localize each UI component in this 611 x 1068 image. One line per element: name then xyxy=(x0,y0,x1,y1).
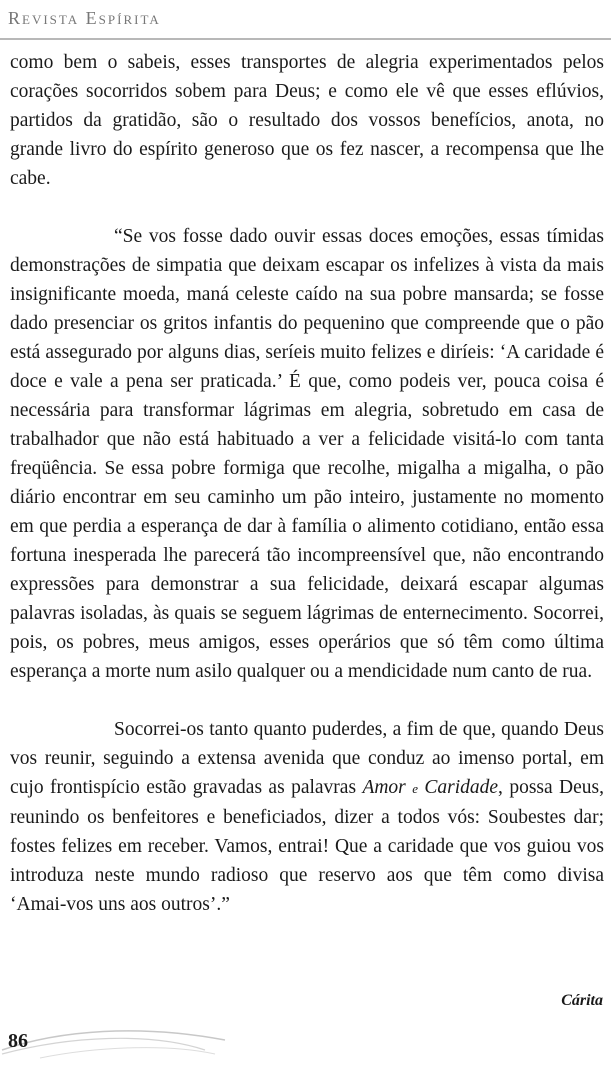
paragraph-1: como bem o sabeis, esses transportes de alegria experimentados pelos corações socorridos sobem para Deus; e como ele vê que esses eflúvios, partidos da gratidão, são o resultado dos vossos benefícios, anota, no grande livro do espírito generoso que os fez nascer, a recompensa que lhe cabe. xyxy=(10,52,604,189)
emphasis-amor: Amor xyxy=(362,777,406,798)
paragraph-3 xyxy=(10,715,604,919)
paragraph-3-part-2: , possa Deus, reunindo os benfeitores e beneficiados, dizer a todos vós: Soubestes dar; fostes felizes em receber. Vamos, entrai! Que a caridade que vos guiou vos introduza neste mundo radioso que reservo aos que têm como divisa ‘Amai-vos uns aos outros’.” xyxy=(10,777,604,915)
running-header: Revista Espírita xyxy=(8,8,161,28)
page-number: 86 xyxy=(8,1030,28,1052)
author-signature: Cárita xyxy=(561,992,603,1009)
decorative-swoosh xyxy=(0,1010,230,1060)
paragraph-3-part-1: Socorrei-os tanto quanto puderdes, a fim de que, quando Deus vos reunir, seguindo a extensa avenida que conduz ao imenso portal, em cujo frontispício estão gravadas as palavras xyxy=(10,719,604,798)
paragraph-2: “Se vos fosse dado ouvir essas doces emoções, essas tímidas demonstrações de simpatia que deixam escapar os infelizes à vista da mais insignificante moeda, maná celeste caído na sua pobre mansarda; se fosse dado presenciar os gritos infantis do pequenino que compreende que o pão está assegurado por alguns dias, seríeis muito felizes e diríeis: ‘A caridade é doce e vale a pena ser praticada.’ É que, como podeis ver, pouca coisa é necessária para transformar lágrimas em alegria, sobretudo em casa de trabalhador que não está habituado a ver a felicidade visitá-lo com tanta freqüência. Se essa pobre formiga que recolhe, migalha a migalha, o pão diário encontrar em seu caminho um pão inteiro, justamente no momento em que perdia a esperança de dar à família o alimento cotidiano, então essa fortuna inesperada lhe parecerá tão incompreensível que, não encontrando expressões para demonstrar a sua felicidade, deixará escapar algumas palavras isoladas, às quais se seguem lágrimas de enternecimento. Socorrei, pois, os pobres, meus amigos, esses operários que só têm como última esperança a morte num asilo qualquer ou a mendicidade num canto de rua. xyxy=(10,226,604,682)
header-rule xyxy=(0,38,611,40)
emphasis-caridade: Caridade xyxy=(424,777,499,798)
emphasis-e: e xyxy=(412,781,418,796)
article-body xyxy=(10,48,604,948)
